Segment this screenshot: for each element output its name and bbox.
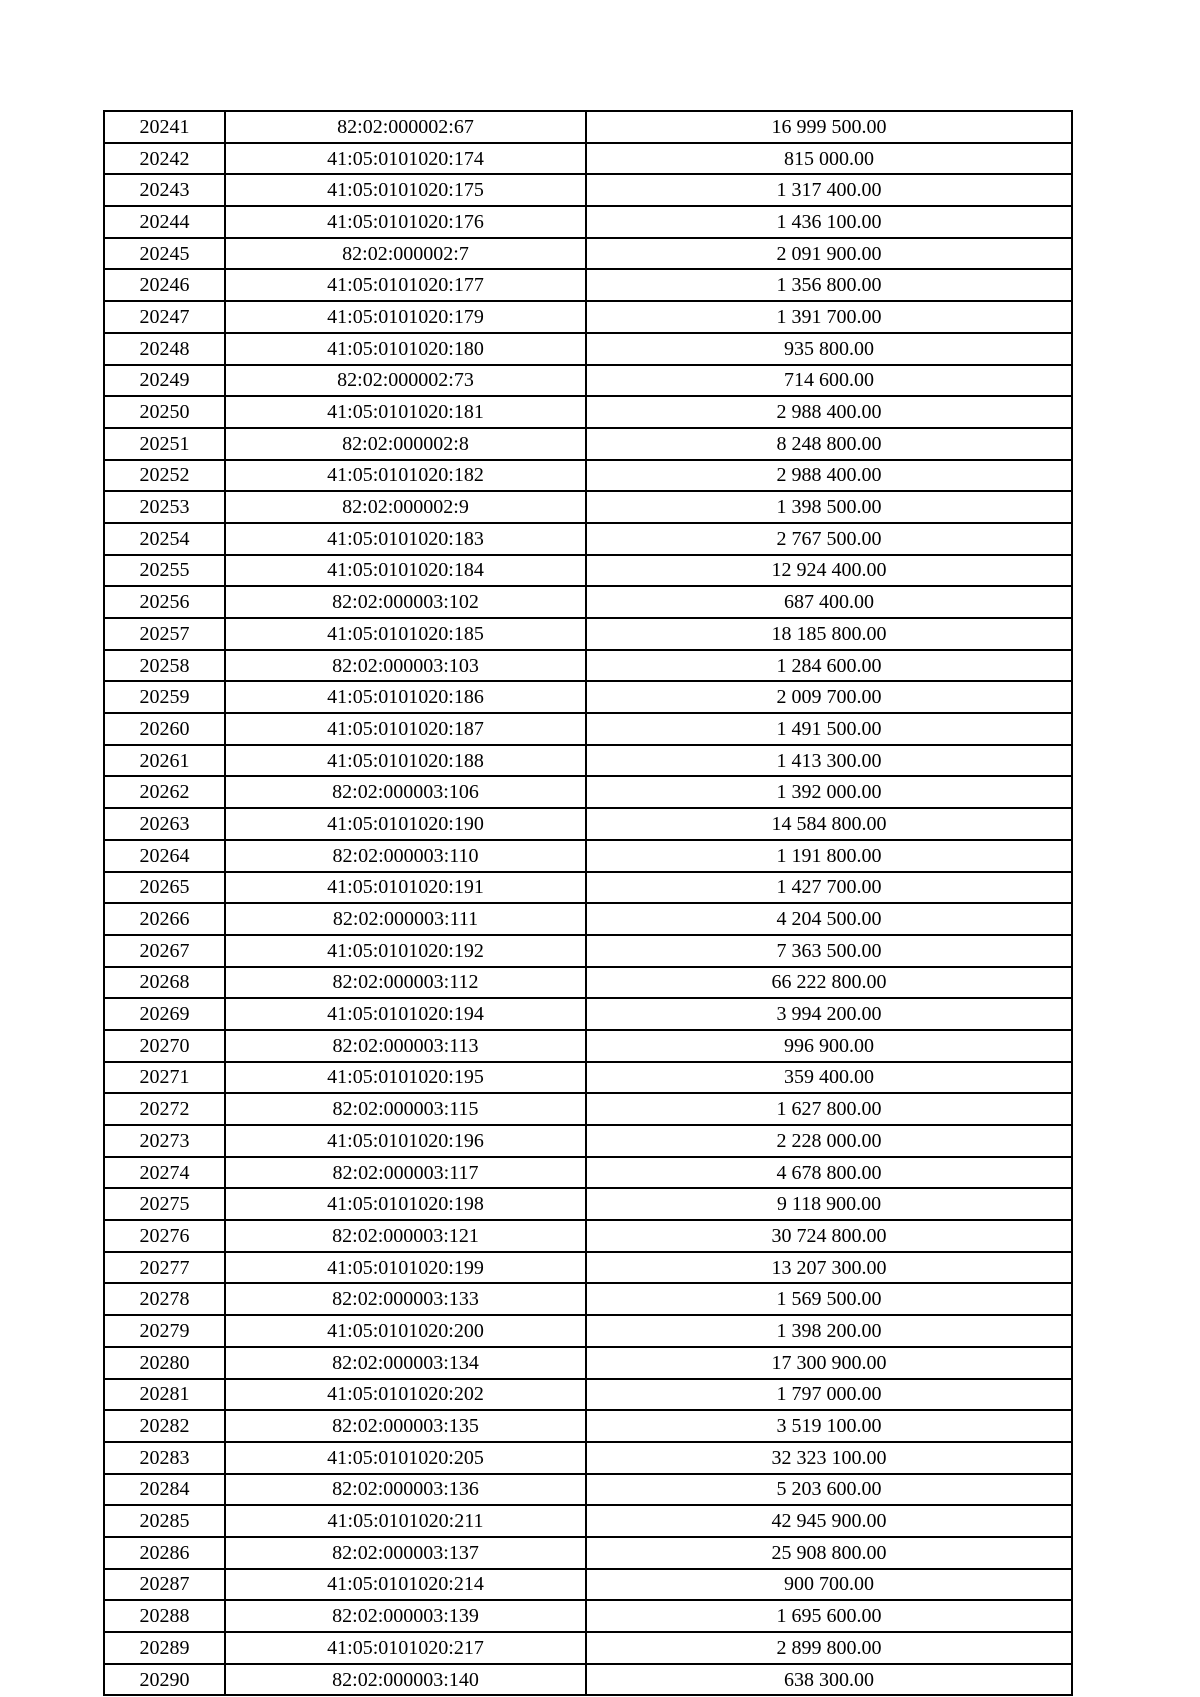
cadastral-number-cell: 41:05:0101020:185 bbox=[225, 618, 586, 650]
cadastral-number-cell: 41:05:0101020:194 bbox=[225, 998, 586, 1030]
cadastral-value-cell: 2 228 000.00 bbox=[586, 1125, 1072, 1157]
row-number-cell: 20278 bbox=[104, 1283, 225, 1315]
cadastral-number-cell: 41:05:0101020:176 bbox=[225, 206, 586, 238]
row-number-cell: 20290 bbox=[104, 1664, 225, 1696]
cadastral-number-cell: 82:02:000003:103 bbox=[225, 650, 586, 682]
cadastral-number-cell: 41:05:0101020:202 bbox=[225, 1379, 586, 1411]
table-row bbox=[104, 1410, 1072, 1442]
table-row bbox=[104, 111, 1072, 143]
cadastral-value-cell: 1 569 500.00 bbox=[586, 1283, 1072, 1315]
table-row bbox=[104, 1220, 1072, 1252]
cadastral-value-cell: 1 391 700.00 bbox=[586, 301, 1072, 333]
table-row bbox=[104, 998, 1072, 1030]
cadastral-number-cell: 41:05:0101020:190 bbox=[225, 808, 586, 840]
row-number-cell: 20289 bbox=[104, 1632, 225, 1664]
row-number-cell: 20286 bbox=[104, 1537, 225, 1569]
row-number-cell: 20280 bbox=[104, 1347, 225, 1379]
row-number-cell: 20266 bbox=[104, 903, 225, 935]
cadastral-number-cell: 82:02:000003:139 bbox=[225, 1600, 586, 1632]
cadastral-number-cell: 41:05:0101020:186 bbox=[225, 681, 586, 713]
table-row bbox=[104, 174, 1072, 206]
table-row bbox=[104, 713, 1072, 745]
table-row bbox=[104, 618, 1072, 650]
cadastral-value-cell: 25 908 800.00 bbox=[586, 1537, 1072, 1569]
table-row bbox=[104, 1474, 1072, 1506]
cadastral-value-cell: 14 584 800.00 bbox=[586, 808, 1072, 840]
table-row bbox=[104, 681, 1072, 713]
cadastral-value-cell: 2 009 700.00 bbox=[586, 681, 1072, 713]
row-number-cell: 20254 bbox=[104, 523, 225, 555]
table-row bbox=[104, 1505, 1072, 1537]
table-row bbox=[104, 808, 1072, 840]
cadastral-number-cell: 41:05:0101020:211 bbox=[225, 1505, 586, 1537]
row-number-cell: 20258 bbox=[104, 650, 225, 682]
table-row bbox=[104, 1632, 1072, 1664]
cadastral-value-cell: 1 491 500.00 bbox=[586, 713, 1072, 745]
cadastral-value-cell: 1 191 800.00 bbox=[586, 840, 1072, 872]
cadastral-value-cell: 687 400.00 bbox=[586, 586, 1072, 618]
cadastral-value-cell: 1 398 200.00 bbox=[586, 1315, 1072, 1347]
row-number-cell: 20287 bbox=[104, 1569, 225, 1601]
cadastral-number-cell: 82:02:000003:110 bbox=[225, 840, 586, 872]
table-row bbox=[104, 491, 1072, 523]
table-row bbox=[104, 1062, 1072, 1094]
table-row bbox=[104, 333, 1072, 365]
table-row bbox=[104, 1125, 1072, 1157]
row-number-cell: 20251 bbox=[104, 428, 225, 460]
row-number-cell: 20276 bbox=[104, 1220, 225, 1252]
cadastral-number-cell: 41:05:0101020:174 bbox=[225, 143, 586, 175]
cadastral-number-cell: 82:02:000003:106 bbox=[225, 776, 586, 808]
row-number-cell: 20269 bbox=[104, 998, 225, 1030]
row-number-cell: 20249 bbox=[104, 365, 225, 397]
cadastral-value-cell: 1 356 800.00 bbox=[586, 269, 1072, 301]
table-row bbox=[104, 1157, 1072, 1189]
cadastral-value-cell: 638 300.00 bbox=[586, 1664, 1072, 1696]
cadastral-value-cell: 17 300 900.00 bbox=[586, 1347, 1072, 1379]
cadastral-number-cell: 41:05:0101020:183 bbox=[225, 523, 586, 555]
table-row bbox=[104, 840, 1072, 872]
cadastral-number-cell: 82:02:000003:135 bbox=[225, 1410, 586, 1442]
row-number-cell: 20274 bbox=[104, 1157, 225, 1189]
cadastral-value-cell: 3 994 200.00 bbox=[586, 998, 1072, 1030]
cadastral-value-cell: 1 427 700.00 bbox=[586, 872, 1072, 904]
cadastral-number-cell: 41:05:0101020:179 bbox=[225, 301, 586, 333]
cadastral-value-cell: 359 400.00 bbox=[586, 1062, 1072, 1094]
cadastral-number-cell: 41:05:0101020:214 bbox=[225, 1569, 586, 1601]
cadastral-number-cell: 41:05:0101020:175 bbox=[225, 174, 586, 206]
row-number-cell: 20262 bbox=[104, 776, 225, 808]
row-number-cell: 20279 bbox=[104, 1315, 225, 1347]
row-number-cell: 20255 bbox=[104, 555, 225, 587]
table-row bbox=[104, 745, 1072, 777]
cadastral-number-cell: 41:05:0101020:182 bbox=[225, 460, 586, 492]
table-row bbox=[104, 776, 1072, 808]
cadastral-value-cell: 8 248 800.00 bbox=[586, 428, 1072, 460]
cadastral-value-cell: 16 999 500.00 bbox=[586, 111, 1072, 143]
table-row bbox=[104, 1537, 1072, 1569]
table-row bbox=[104, 365, 1072, 397]
table-row bbox=[104, 1252, 1072, 1284]
table-row bbox=[104, 206, 1072, 238]
cadastral-number-cell: 82:02:000003:133 bbox=[225, 1283, 586, 1315]
row-number-cell: 20245 bbox=[104, 238, 225, 270]
table-row bbox=[104, 1347, 1072, 1379]
row-number-cell: 20253 bbox=[104, 491, 225, 523]
cadastral-value-cell: 42 945 900.00 bbox=[586, 1505, 1072, 1537]
row-number-cell: 20265 bbox=[104, 872, 225, 904]
table-row bbox=[104, 1664, 1072, 1696]
table-row bbox=[104, 1315, 1072, 1347]
cadastral-number-cell: 41:05:0101020:199 bbox=[225, 1252, 586, 1284]
row-number-cell: 20242 bbox=[104, 143, 225, 175]
cadastral-number-cell: 41:05:0101020:196 bbox=[225, 1125, 586, 1157]
row-number-cell: 20244 bbox=[104, 206, 225, 238]
cadastral-number-cell: 41:05:0101020:200 bbox=[225, 1315, 586, 1347]
cadastral-number-cell: 82:02:000003:134 bbox=[225, 1347, 586, 1379]
cadastral-value-cell: 1 695 600.00 bbox=[586, 1600, 1072, 1632]
cadastral-value-cell: 30 724 800.00 bbox=[586, 1220, 1072, 1252]
table-row bbox=[104, 396, 1072, 428]
row-number-cell: 20271 bbox=[104, 1062, 225, 1094]
row-number-cell: 20273 bbox=[104, 1125, 225, 1157]
cadastral-number-cell: 82:02:000003:112 bbox=[225, 967, 586, 999]
cadastral-number-cell: 41:05:0101020:198 bbox=[225, 1188, 586, 1220]
cadastral-value-cell: 2 988 400.00 bbox=[586, 396, 1072, 428]
cadastral-number-cell: 82:02:000002:9 bbox=[225, 491, 586, 523]
row-number-cell: 20261 bbox=[104, 745, 225, 777]
table-row bbox=[104, 1188, 1072, 1220]
cadastral-number-cell: 41:05:0101020:188 bbox=[225, 745, 586, 777]
row-number-cell: 20267 bbox=[104, 935, 225, 967]
table-row bbox=[104, 428, 1072, 460]
table-row bbox=[104, 967, 1072, 999]
cadastral-value-table bbox=[103, 110, 1073, 1696]
cadastral-number-cell: 82:02:000003:117 bbox=[225, 1157, 586, 1189]
cadastral-number-cell: 82:02:000003:121 bbox=[225, 1220, 586, 1252]
cadastral-value-cell: 1 627 800.00 bbox=[586, 1093, 1072, 1125]
cadastral-value-cell: 1 436 100.00 bbox=[586, 206, 1072, 238]
cadastral-number-cell: 41:05:0101020:205 bbox=[225, 1442, 586, 1474]
cadastral-value-cell: 1 392 000.00 bbox=[586, 776, 1072, 808]
row-number-cell: 20284 bbox=[104, 1474, 225, 1506]
row-number-cell: 20264 bbox=[104, 840, 225, 872]
row-number-cell: 20252 bbox=[104, 460, 225, 492]
table-row bbox=[104, 872, 1072, 904]
cadastral-number-cell: 41:05:0101020:192 bbox=[225, 935, 586, 967]
row-number-cell: 20247 bbox=[104, 301, 225, 333]
table-row bbox=[104, 935, 1072, 967]
table-row bbox=[104, 238, 1072, 270]
cadastral-value-cell: 4 204 500.00 bbox=[586, 903, 1072, 935]
table-row bbox=[104, 1283, 1072, 1315]
table-row bbox=[104, 1569, 1072, 1601]
cadastral-value-cell: 66 222 800.00 bbox=[586, 967, 1072, 999]
table-row bbox=[104, 1379, 1072, 1411]
cadastral-number-cell: 41:05:0101020:180 bbox=[225, 333, 586, 365]
cadastral-value-cell: 13 207 300.00 bbox=[586, 1252, 1072, 1284]
row-number-cell: 20275 bbox=[104, 1188, 225, 1220]
table-row bbox=[104, 301, 1072, 333]
table-row bbox=[104, 269, 1072, 301]
row-number-cell: 20241 bbox=[104, 111, 225, 143]
cadastral-value-cell: 5 203 600.00 bbox=[586, 1474, 1072, 1506]
row-number-cell: 20270 bbox=[104, 1030, 225, 1062]
cadastral-number-cell: 82:02:000003:113 bbox=[225, 1030, 586, 1062]
row-number-cell: 20263 bbox=[104, 808, 225, 840]
cadastral-value-cell: 900 700.00 bbox=[586, 1569, 1072, 1601]
table-row bbox=[104, 1093, 1072, 1125]
row-number-cell: 20283 bbox=[104, 1442, 225, 1474]
row-number-cell: 20243 bbox=[104, 174, 225, 206]
cadastral-value-cell: 32 323 100.00 bbox=[586, 1442, 1072, 1474]
cadastral-number-cell: 82:02:000003:115 bbox=[225, 1093, 586, 1125]
cadastral-number-cell: 82:02:000003:102 bbox=[225, 586, 586, 618]
table-row bbox=[104, 523, 1072, 555]
cadastral-value-cell: 1 284 600.00 bbox=[586, 650, 1072, 682]
cadastral-value-cell: 2 899 800.00 bbox=[586, 1632, 1072, 1664]
cadastral-number-cell: 82:02:000002:67 bbox=[225, 111, 586, 143]
table-row bbox=[104, 1030, 1072, 1062]
table-row bbox=[104, 555, 1072, 587]
cadastral-number-cell: 82:02:000002:7 bbox=[225, 238, 586, 270]
row-number-cell: 20256 bbox=[104, 586, 225, 618]
cadastral-number-cell: 41:05:0101020:187 bbox=[225, 713, 586, 745]
row-number-cell: 20257 bbox=[104, 618, 225, 650]
cadastral-value-cell: 12 924 400.00 bbox=[586, 555, 1072, 587]
row-number-cell: 20248 bbox=[104, 333, 225, 365]
cadastral-value-cell: 815 000.00 bbox=[586, 143, 1072, 175]
cadastral-number-cell: 41:05:0101020:195 bbox=[225, 1062, 586, 1094]
table-row bbox=[104, 143, 1072, 175]
cadastral-number-cell: 41:05:0101020:184 bbox=[225, 555, 586, 587]
cadastral-value-cell: 1 413 300.00 bbox=[586, 745, 1072, 777]
cadastral-value-cell: 2 988 400.00 bbox=[586, 460, 1072, 492]
table-row bbox=[104, 460, 1072, 492]
cadastral-value-cell: 18 185 800.00 bbox=[586, 618, 1072, 650]
cadastral-number-cell: 41:05:0101020:181 bbox=[225, 396, 586, 428]
cadastral-number-cell: 82:02:000003:140 bbox=[225, 1664, 586, 1696]
cadastral-value-cell: 1 317 400.00 bbox=[586, 174, 1072, 206]
table-row bbox=[104, 586, 1072, 618]
row-number-cell: 20268 bbox=[104, 967, 225, 999]
row-number-cell: 20281 bbox=[104, 1379, 225, 1411]
row-number-cell: 20250 bbox=[104, 396, 225, 428]
cadastral-value-cell: 2 767 500.00 bbox=[586, 523, 1072, 555]
cadastral-value-cell: 9 118 900.00 bbox=[586, 1188, 1072, 1220]
row-number-cell: 20282 bbox=[104, 1410, 225, 1442]
cadastral-value-cell: 4 678 800.00 bbox=[586, 1157, 1072, 1189]
cadastral-number-cell: 82:02:000003:111 bbox=[225, 903, 586, 935]
cadastral-value-cell: 714 600.00 bbox=[586, 365, 1072, 397]
cadastral-number-cell: 82:02:000003:136 bbox=[225, 1474, 586, 1506]
table-row bbox=[104, 650, 1072, 682]
cadastral-value-cell: 996 900.00 bbox=[586, 1030, 1072, 1062]
row-number-cell: 20260 bbox=[104, 713, 225, 745]
row-number-cell: 20259 bbox=[104, 681, 225, 713]
cadastral-number-cell: 82:02:000003:137 bbox=[225, 1537, 586, 1569]
table-row bbox=[104, 903, 1072, 935]
cadastral-value-cell: 3 519 100.00 bbox=[586, 1410, 1072, 1442]
row-number-cell: 20272 bbox=[104, 1093, 225, 1125]
table-row bbox=[104, 1600, 1072, 1632]
row-number-cell: 20288 bbox=[104, 1600, 225, 1632]
table-body bbox=[104, 111, 1072, 1695]
row-number-cell: 20246 bbox=[104, 269, 225, 301]
cadastral-value-cell: 7 363 500.00 bbox=[586, 935, 1072, 967]
cadastral-value-cell: 1 797 000.00 bbox=[586, 1379, 1072, 1411]
cadastral-number-cell: 41:05:0101020:177 bbox=[225, 269, 586, 301]
row-number-cell: 20285 bbox=[104, 1505, 225, 1537]
cadastral-value-cell: 935 800.00 bbox=[586, 333, 1072, 365]
cadastral-number-cell: 41:05:0101020:217 bbox=[225, 1632, 586, 1664]
row-number-cell: 20277 bbox=[104, 1252, 225, 1284]
cadastral-number-cell: 41:05:0101020:191 bbox=[225, 872, 586, 904]
cadastral-number-cell: 82:02:000002:8 bbox=[225, 428, 586, 460]
table-row bbox=[104, 1442, 1072, 1474]
cadastral-value-cell: 1 398 500.00 bbox=[586, 491, 1072, 523]
cadastral-number-cell: 82:02:000002:73 bbox=[225, 365, 586, 397]
cadastral-value-cell: 2 091 900.00 bbox=[586, 238, 1072, 270]
